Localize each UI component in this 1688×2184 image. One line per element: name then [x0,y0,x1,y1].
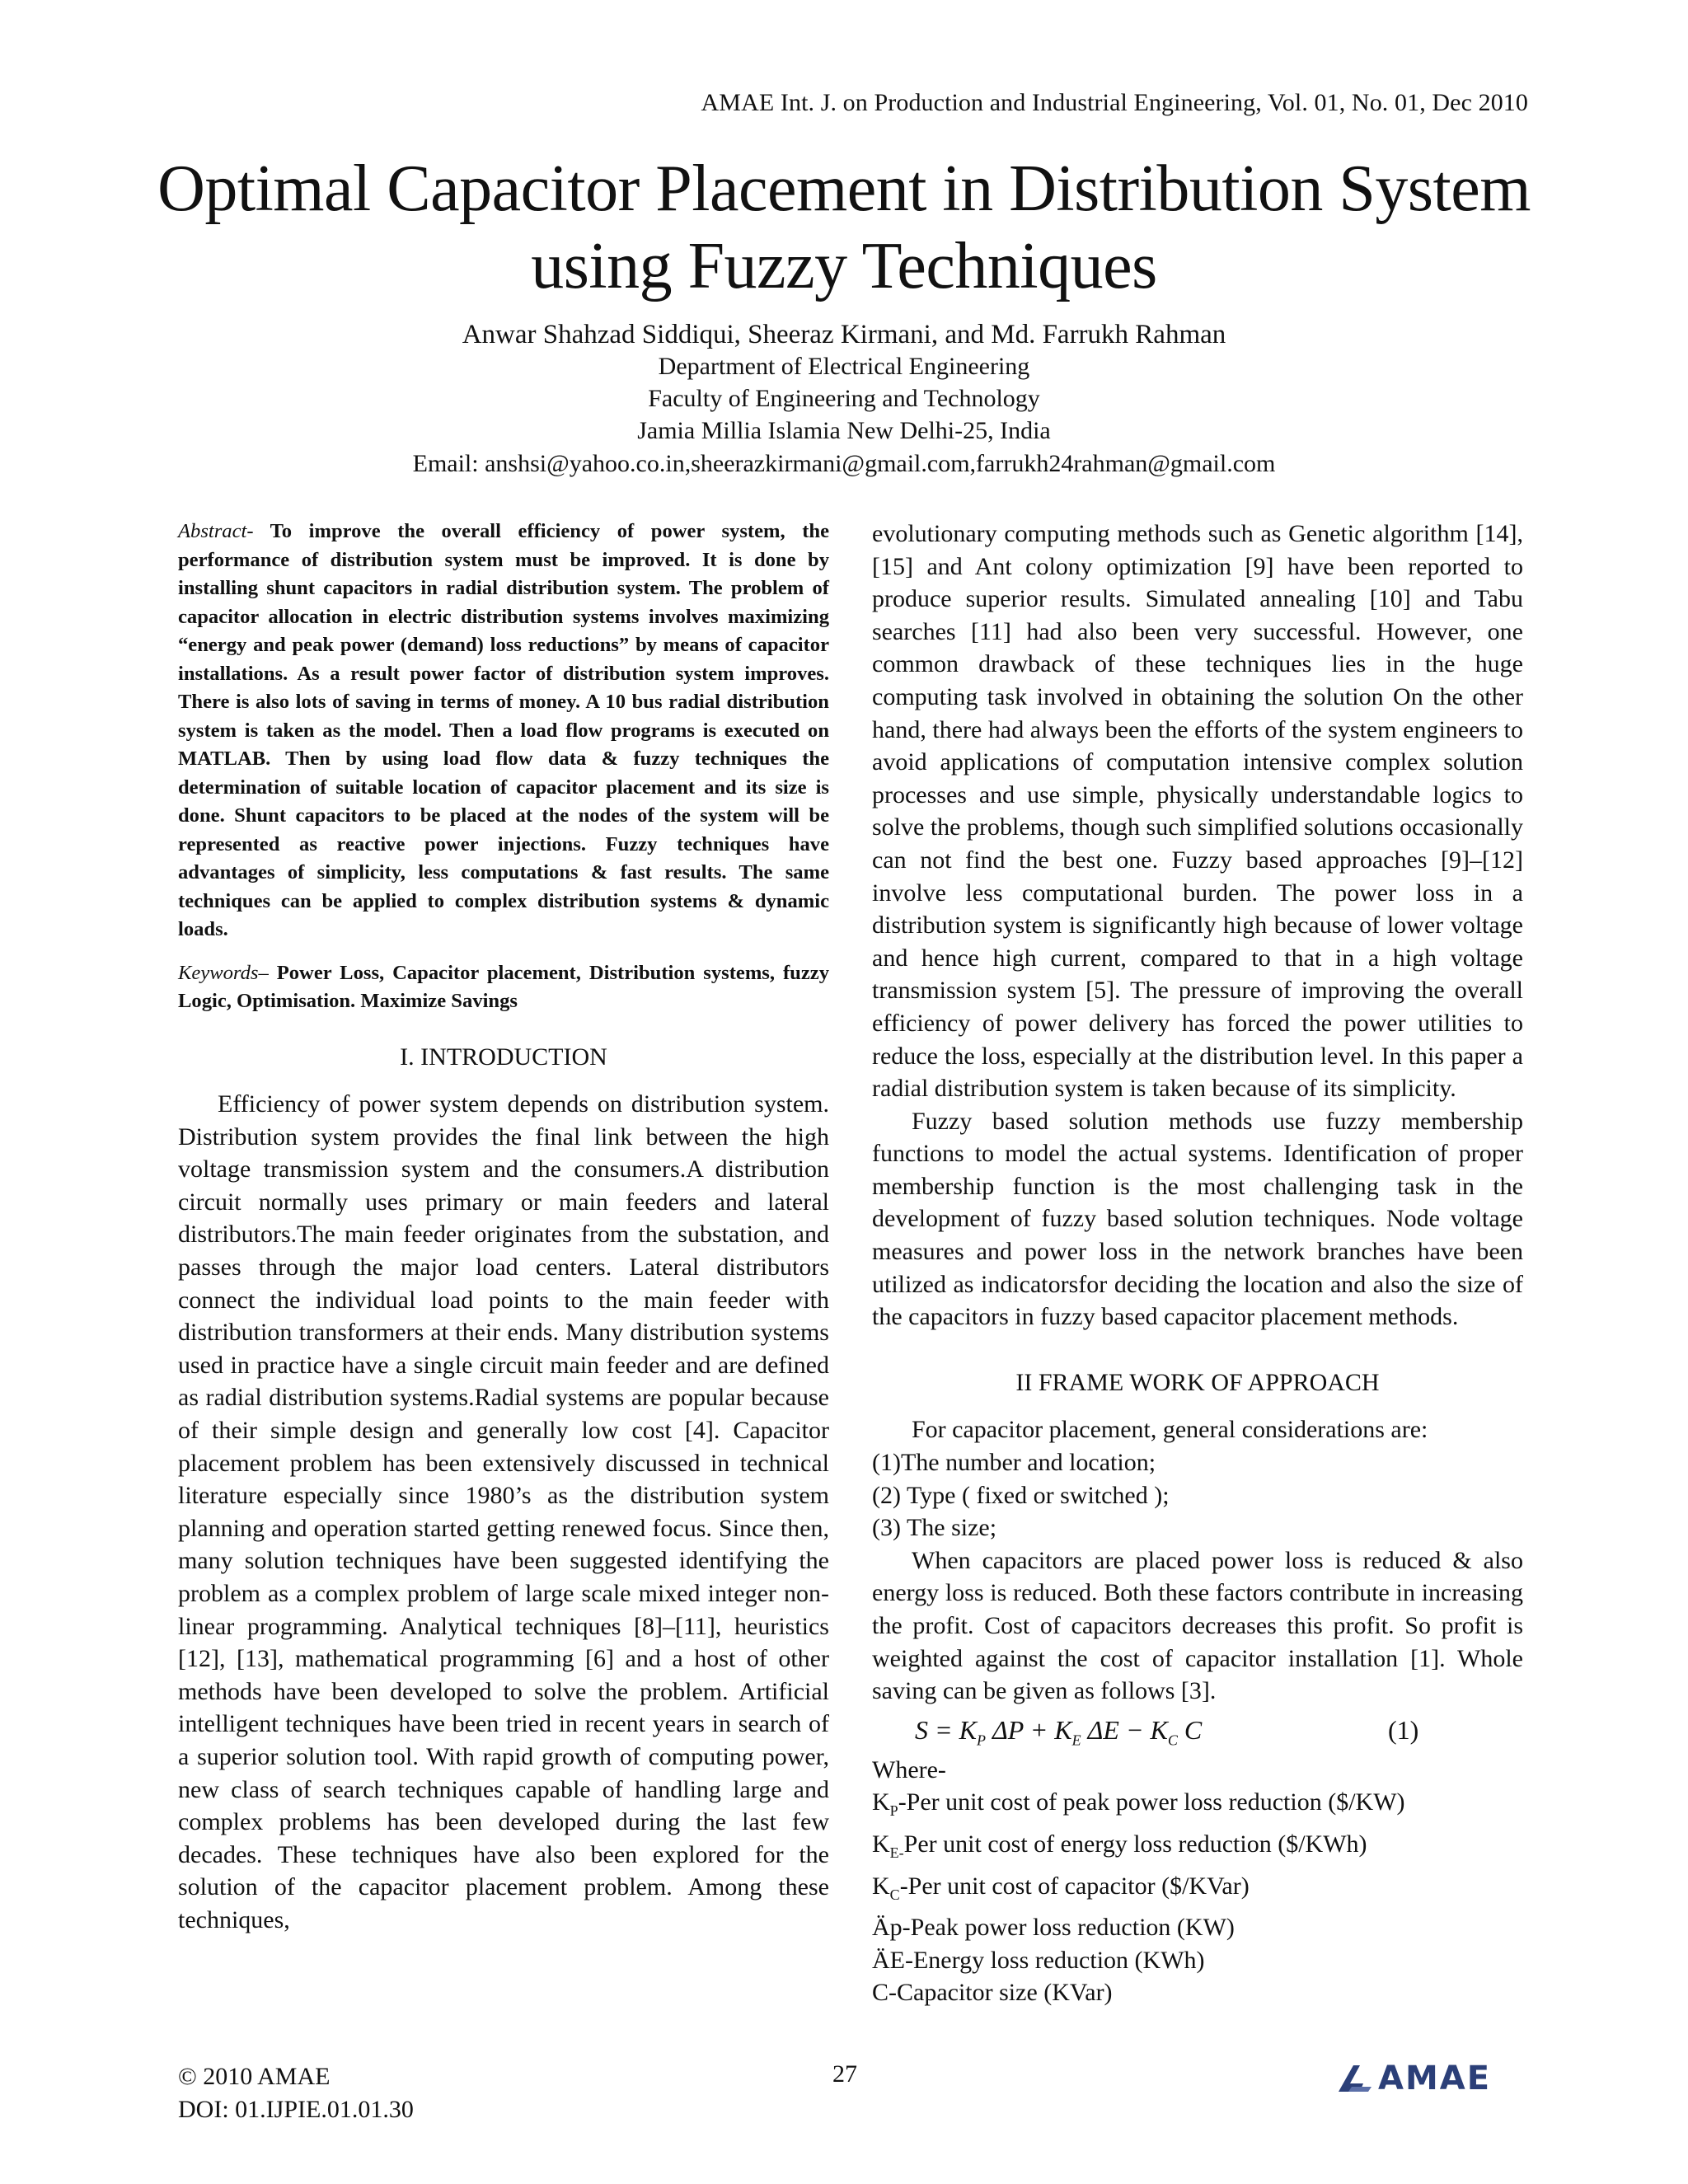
framework-intro: For capacitor placement, general considerations are: [912,1416,1428,1444]
equation-number: (1) [1388,1714,1419,1745]
title-line-2: using Fuzzy Techniques [531,230,1157,302]
introduction-paragraph-2: evolutionary computing methods such as Genetic algorithm [14], [15] and Ant colony optimization [9] have been reported to produce superior results. Simulated annealing [10] and Tabu searches [11] had also been very successful. However, one common drawback of these techniques lies in the huge computing task involved in obtaining the solution On the other hand, there had always been the efforts of the system engineers to avoid applications of computation intensive complex solution processes and use simple, physically understandable logics to solve the problems, though such simplified solutions occasionally can not find the best one. Fuzzy based approaches [9]–[12] involve less computational burden. The power loss in a distribution system is significantly high because of lower voltage and hence high current, compared to that in a high voltage transmission system [5]. The pressure of improving the overall efficiency of power delivery has forced the power utilities to reduce the loss, especially at the distribution level. In this paper a radial distribution system is taken because of its simplicity. [872,520,1523,1103]
definition-item: $K_{E-}Per$ unit cost of energy loss reduction ($/KWh) [872,1830,1367,1861]
savings-equation [872,1713,1523,1750]
doi: DOI: 01.IJPIE.01.01.30 [178,2096,414,2123]
amae-logo-mark-icon [1335,2062,1375,2095]
right-column [872,518,1523,2009]
affiliation-university: Jamia Millia Islamia New Delhi-25, India [637,417,1051,444]
consideration-item: (1)The number and location; [872,1449,1156,1477]
consideration-item: (3) The size; [872,1514,997,1542]
journal-header: AMAE Int. J. on Production and Industrial Engineering, Vol. 01, No. 01, Dec 2010 [701,89,1528,116]
definition-item: C-Capacitor size (KVar) [872,1979,1113,2007]
consideration-item: (2) Type ( fixed or switched ); [872,1481,1170,1509]
paper-title [0,150,1688,305]
keywords-label: Keywords– [178,961,269,984]
title-line-1: Optimal Capacitor Placement in Distribution System [157,152,1531,225]
abstract-text: To improve the overall efficiency of power system, the performance of distribution system must be improved. It is done by installing shunt capacitors in radial distribution system. The problem of capacitor allocation in electric distribution systems involves maximizing “energy and peak power (demand) loss reductions” by means of capacitor installations. As a result power factor of distribution system improves. There is also lots of saving in terms of money. A 10 bus radial distribution system is taken as the model. Then a load flow programs is executed on MATLAB. Then by using load flow data & fuzzy techniques the determination of suitable location of capacitor placement and its size is done. Shunt capacitors to be placed at the nodes of the system will be represented as reactive power injections. Fuzzy techniques have advantages of simplicity, less computations & fast results. The same techniques can be applied to complex distribution systems & dynamic loads. [178,520,829,940]
authors: Anwar Shahzad Siddiqui, Sheeraz Kirmani, and Md. Farrukh Rahman [462,320,1226,349]
framework-paragraph: When capacitors are placed power loss is reduced & also energy loss is reduced. Both these factors contribute in increasing the profit. Cost of capacitors decreases this profit. So profit is weighted against the cost of capacitor installation [1]. Whole saving can be given as follows [3]. [872,1546,1523,1705]
copyright: © 2010 AMAE [178,2063,331,2090]
amae-logo-text: AMAE [1378,2060,1492,2097]
introduction-paragraph-3: Fuzzy based solution methods use fuzzy membership functions to model the actual systems. Identification of proper membership function is the most challenging task in the development of fuzzy based solution techniques. Node voltage measures and power loss in the network branches have been utilized as indicatorsfor deciding the location and also the size of the capacitors in fuzzy based capacitor placement methods. [872,1107,1523,1331]
page-number: 27 [832,2060,857,2088]
affiliation-email: Email: anshsi@yahoo.co.in,sheerazkirmani@gmail.com,farrukh24rahman@gmail.com [412,450,1276,477]
affiliation-department: Department of Electrical Engineering [658,353,1030,380]
abstract [178,518,829,944]
amae-logo [1335,2060,1533,2097]
keywords [178,959,829,1016]
definition-item: $K_P$-Per unit cost of peak power loss reduction ($/KW) [872,1788,1405,1820]
section-heading-introduction: I. INTRODUCTION [400,1043,607,1071]
definition-item: ÄE-Energy loss reduction (KWh) [872,1946,1205,1974]
definition-item: Äp-Peak power loss reduction (KW) [872,1914,1235,1942]
introduction-paragraph-1: Efficiency of power system depends on distribution system. Distribution system provides the final link between the high voltage transmission system and the consumers.A distribution circuit normally uses primary or main feeders and lateral distributors.The main feeder originates from the substation, and passes through the major load centers. Lateral distributors connect the individual load points to the main feeder with distribution transformers at their ends. Many distribution systems used in practice have a single circuit main feeder and are defined as radial distribution systems.Radial systems are popular because of their simple design and generally low cost [4]. Capacitor placement problem has been extensively discussed in technical literature especially since 1980’s as the distribution system planning and operation started getting renewed focus. Since then, many solution techniques have been suggested identifying the problem as a complex problem of large scale mixed integer non-linear programming. Analytical techniques [8]–[11], heuristics [12], [13], mathematical programming [6] and a host of other methods have been developed to solve the problem. Artificial intelligent techniques have been tried in recent years in search of a superior solution tool. With rapid growth of computing power, new class of search techniques capable of handling large and complex problems has been developed during the last few decades. These techniques have also been explored for the solution of the capacitor placement problem. Among these techniques, [178,1090,829,1933]
footer-left [178,2060,414,2126]
equation-expression: $S = K_P$ $\Delta P + K_E$ $\Delta E - K_C$ C [915,1714,1203,1749]
abstract-label: Abstract- [178,520,254,542]
definition-item: $K_C$-Per unit cost of capacitor ($/KVar) [872,1872,1250,1903]
keywords-text: Power Loss, Capacitor placement, Distribution systems, fuzzy Logic, Optimisation. Maximize Savings [178,961,829,1012]
section-heading-framework: II FRAME WORK OF APPROACH [1015,1368,1380,1396]
left-column [178,518,829,1937]
affiliation-faculty: Faculty of Engineering and Technology [648,385,1040,412]
where-label: Where- [872,1755,946,1783]
